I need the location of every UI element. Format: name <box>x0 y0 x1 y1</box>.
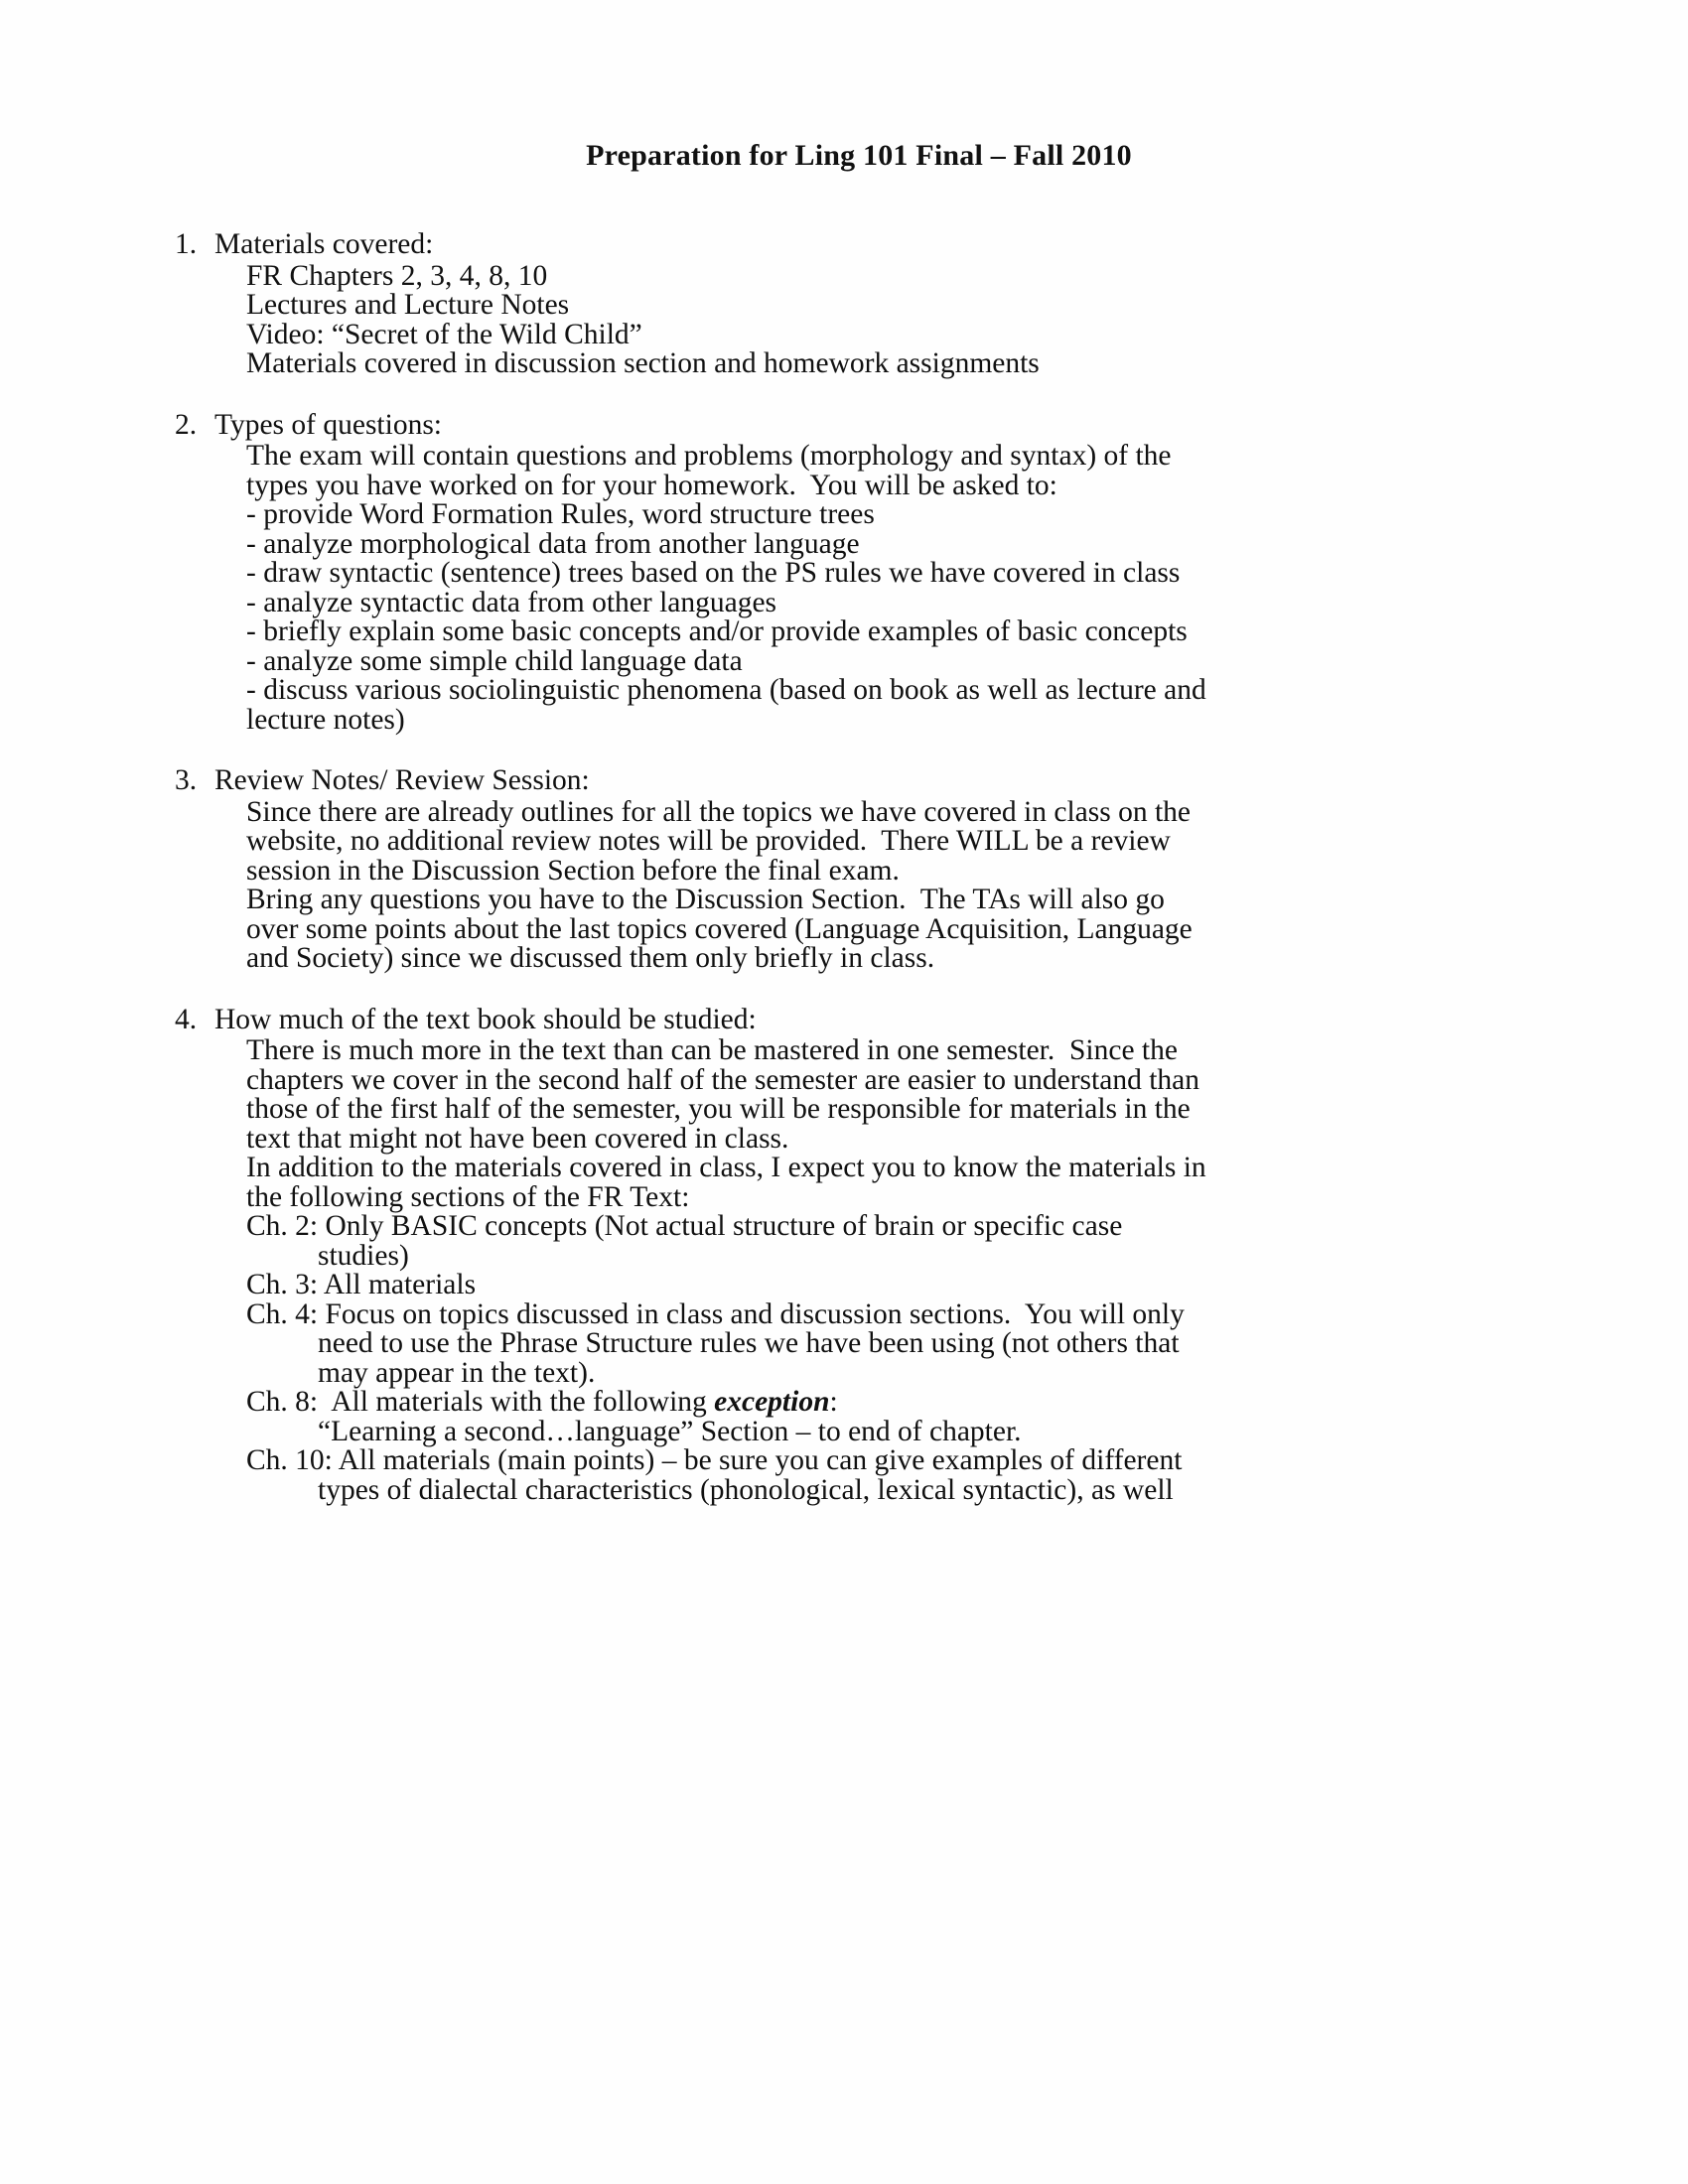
body-line: lecture notes) <box>246 703 405 736</box>
page-title: Preparation for Ling 101 Final – Fall 2010 <box>586 139 1132 172</box>
section-title: Types of questions: <box>214 408 442 441</box>
section-heading <box>175 766 1271 796</box>
body-line: - analyze syntactic data from other languages <box>246 586 777 618</box>
chapter-entry: Ch. 3: All materials <box>246 1269 477 1300</box>
body-line: - analyze some simple child language data <box>246 644 743 677</box>
section-title: Review Notes/ Review Session: <box>214 764 590 796</box>
chapter-continuation: “Learning a second…language” Section – to end of chapter. <box>318 1415 1022 1447</box>
body-line: Lectures and Lecture Notes <box>246 289 570 321</box>
section-title: How much of the text book should be studied: <box>214 1003 757 1035</box>
section-types-of-questions <box>175 408 1271 736</box>
chapter-entry: Ch. 10: All materials (main points) – be sure you can give examples of different <box>246 1444 1183 1476</box>
chapter-label-emphasis: exception <box>714 1386 830 1418</box>
body-line: - provide Word Formation Rules, word structure trees <box>246 498 875 530</box>
section-textbook-study <box>175 1003 1271 1506</box>
body-line: The exam will contain questions and problems (morphology and syntax) of the <box>246 440 1172 472</box>
body-line: and Society) since we discussed them only briefly in class. <box>246 942 935 974</box>
section-heading <box>175 1003 1271 1035</box>
body-line: over some points about the last topics covered (Language Acquisition, Language <box>246 912 1193 945</box>
body-line: - analyze morphological data from another language <box>246 527 860 560</box>
body-line: those of the first half of the semester, you will be responsible for materials in the <box>246 1093 1191 1125</box>
body-line: - briefly explain some basic concepts and/or provide examples of basic concepts <box>246 615 1188 647</box>
body-line: the following sections of the FR Text: <box>246 1180 690 1213</box>
chapter-entry <box>246 1388 1271 1418</box>
section-body <box>246 795 1271 974</box>
chapter-entry: Ch. 4: Focus on topics discussed in class and discussion sections. You will only <box>246 1297 1185 1330</box>
section-body <box>246 1036 1271 1212</box>
section-number: 2. <box>175 408 198 441</box>
body-line: In addition to the materials covered in class, I expect you to know the materials in <box>246 1152 1206 1183</box>
section-materials-covered <box>175 228 1271 379</box>
document-body <box>175 228 1271 1506</box>
section-body <box>246 259 1271 379</box>
body-line: Since there are already outlines for all the topics we have covered in class on the <box>246 795 1192 828</box>
body-line: - draw syntactic (sentence) trees based on the PS rules we have covered in class <box>246 557 1181 589</box>
section-number: 4. <box>175 1003 198 1035</box>
chapter-continuation: studies) <box>318 1239 409 1272</box>
body-line: FR Chapters 2, 3, 4, 8, 10 <box>246 259 548 292</box>
body-line: Materials covered in discussion section and homework assignments <box>246 347 1040 379</box>
section-number: 1. <box>175 228 198 260</box>
body-line: session in the Discussion Section before the final exam. <box>246 854 900 887</box>
section-review-notes <box>175 764 1271 974</box>
body-line: - discuss various sociolinguistic phenomena (based on book as well as lecture and <box>246 674 1206 706</box>
body-line: types you have worked on for your homework. You will be asked to: <box>246 469 1057 501</box>
body-line: Bring any questions you have to the Discussion Section. The TAs will also go <box>246 884 1165 915</box>
chapter-label-prefix: Ch. 8: All materials with the following <box>246 1386 715 1418</box>
chapter-continuation: types of dialectal characteristics (phonological, lexical syntactic), as well <box>318 1473 1174 1506</box>
chapter-label-suffix: : <box>829 1386 838 1418</box>
chapter-continuation: may appear in the text). <box>318 1356 596 1389</box>
chapter-list <box>246 1212 1271 1505</box>
body-line: There is much more in the text than can be mastered in one semester. Since the <box>246 1034 1178 1066</box>
section-body <box>246 442 1271 735</box>
chapter-continuation: need to use the Phrase Structure rules we have been using (not others that <box>318 1327 1180 1359</box>
section-number: 3. <box>175 764 198 796</box>
body-line: text that might not have been covered in class. <box>246 1122 789 1155</box>
section-heading <box>175 408 1271 441</box>
body-line: website, no additional review notes will be provided. There WILL be a review <box>246 825 1171 857</box>
body-line: Video: “Secret of the Wild Child” <box>246 318 642 350</box>
section-title: Materials covered: <box>214 228 434 260</box>
chapter-entry: Ch. 2: Only BASIC concepts (Not actual structure of brain or specific case <box>246 1210 1123 1242</box>
body-line: chapters we cover in the second half of the semester are easier to understand than <box>246 1063 1199 1096</box>
section-heading <box>175 230 1271 260</box>
